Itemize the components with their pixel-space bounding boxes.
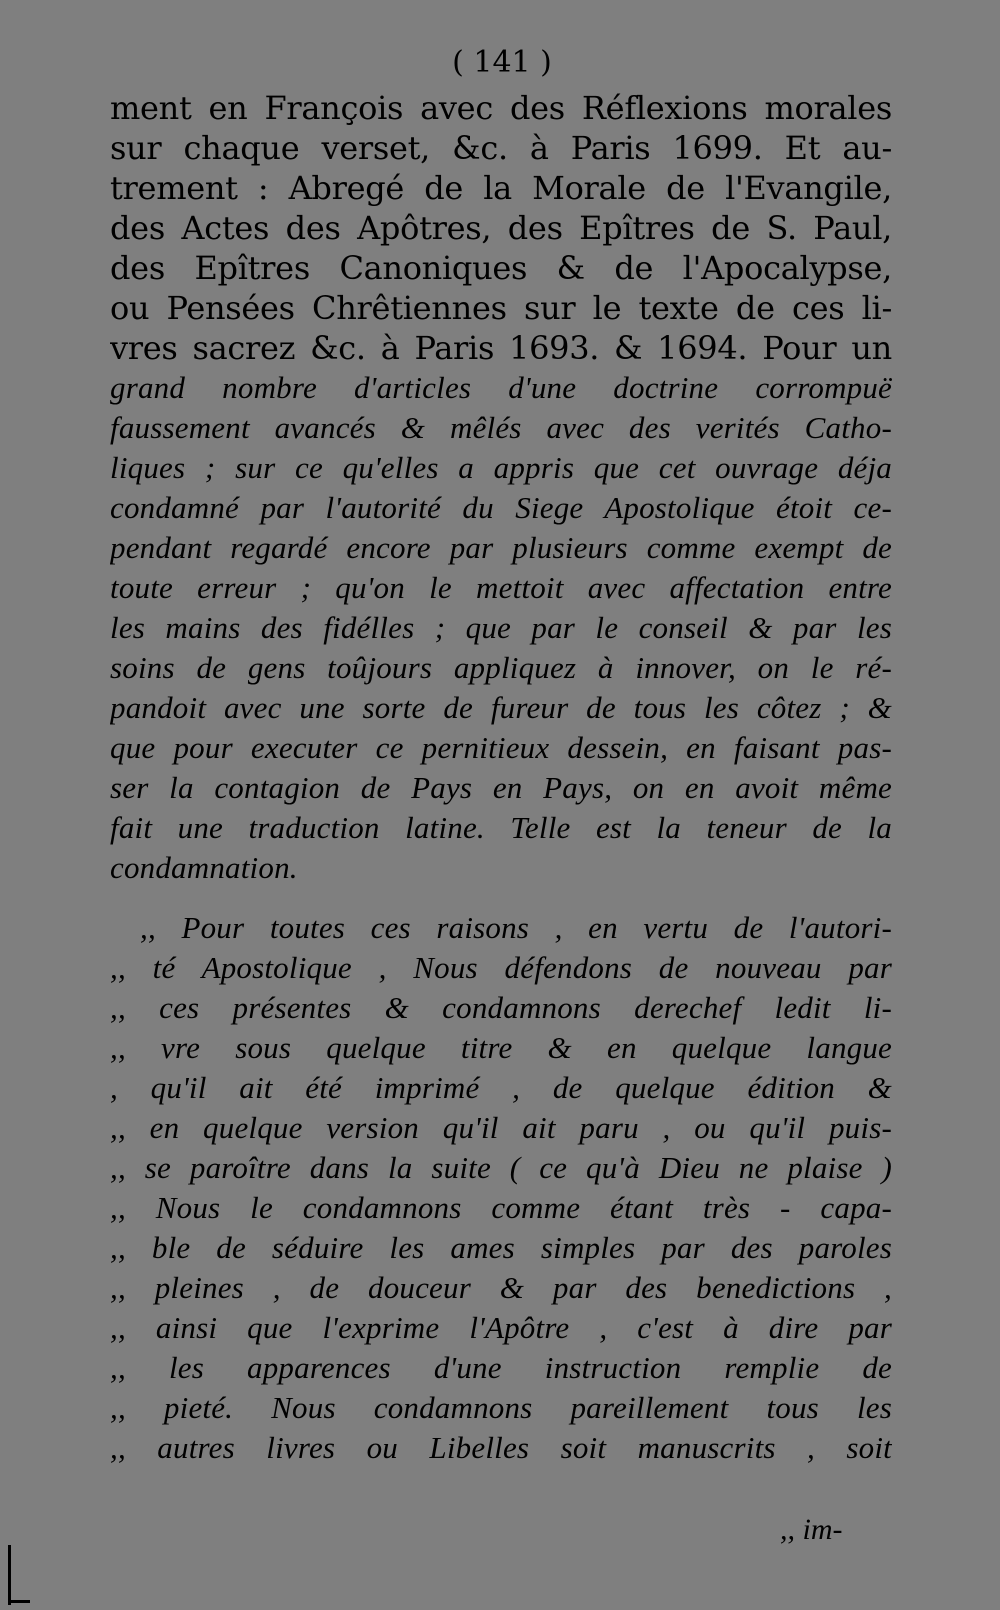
text-line: faussement avancés & mêlés avec des verités Catho-: [110, 410, 892, 445]
text-line: ,, autres livres ou Libelles soit manuscrits , soit: [110, 1430, 892, 1465]
text-line: ,, les apparences d'une instruction remplie de: [110, 1350, 892, 1385]
text-line: ,, pieté. Nous condamnons pareillement tous les: [110, 1390, 892, 1425]
text-line: ,, ces présentes & condamnons derechef ledit li-: [110, 990, 892, 1025]
text-line: des Actes des Apôtres, des Epîtres de S. Paul,: [110, 209, 892, 247]
text-line: soins de gens toûjours appliquez à innover, on le ré-: [110, 650, 892, 685]
text-line: fait une traduction latine. Telle est la teneur de la: [110, 810, 892, 845]
text-line: ,, té Apostolique , Nous défendons de nouveau par: [110, 950, 892, 985]
text-line: , qu'il ait été imprimé , de quelque édition &: [110, 1070, 892, 1105]
text-line: ser la contagion de Pays en Pays, on en avoit même: [110, 770, 892, 805]
text-line: vres sacrez &c. à Paris 1693. & 1694. Pour un: [110, 329, 892, 367]
text-line: pandoit avec une sorte de fureur de tous les côtez ; &: [110, 690, 892, 725]
text-line: ,, pleines , de douceur & par des benedictions ,: [110, 1270, 892, 1305]
text-line: grand nombre d'articles d'une doctrine corrompuë: [110, 370, 892, 405]
text-line: toute erreur ; qu'on le mettoit avec affectation entre: [110, 570, 892, 605]
page-number: ( 141 ): [452, 45, 552, 80]
text-line: ,, se paroître dans la suite ( ce qu'à Dieu ne plaise ): [110, 1150, 892, 1185]
text-line: pendant regardé encore par plusieurs comme exempt de: [110, 530, 892, 565]
text-line: ou Pensées Chrêtiennes sur le texte de ces li-: [110, 289, 892, 327]
text-line: que pour executer ce pernitieux dessein, en faisant pas-: [110, 730, 892, 765]
text-line: sur chaque verset, &c. à Paris 1699. Et au-: [110, 129, 892, 167]
text-line: ,, vre sous quelque titre & en quelque langue: [110, 1030, 892, 1065]
text-line: trement : Abregé de la Morale de l'Evangile,: [110, 169, 892, 207]
text-line: ,, Pour toutes ces raisons , en vertu de l'autori-: [140, 910, 892, 945]
text-line: ment en François avec des Réflexions morales: [110, 89, 892, 127]
text-line: liques ; sur ce qu'elles a appris que cet ouvrage déja: [110, 450, 892, 485]
text-line: ,, ainsi que l'exprime l'Apôtre , c'est à dire par: [110, 1310, 892, 1345]
text-line: ,, Nous le condamnons comme étant très - capa-: [110, 1190, 892, 1225]
catchword: ,, im-: [780, 1513, 843, 1546]
page-edge-mark: [8, 1545, 11, 1605]
text-line: les mains des fidélles ; que par le conseil & par les: [110, 610, 892, 645]
text-line: ,, en quelque version qu'il ait paru , ou qu'il puis-: [110, 1110, 892, 1145]
text-line: ,, ble de séduire les ames simples par des paroles: [110, 1230, 892, 1265]
text-line: condamnation.: [110, 850, 298, 885]
text-line: des Epîtres Canoniques & de l'Apocalypse,: [110, 249, 892, 287]
text-line: condamné par l'autorité du Siege Apostolique étoit ce-: [110, 490, 892, 525]
page-edge-mark: [8, 1600, 30, 1603]
